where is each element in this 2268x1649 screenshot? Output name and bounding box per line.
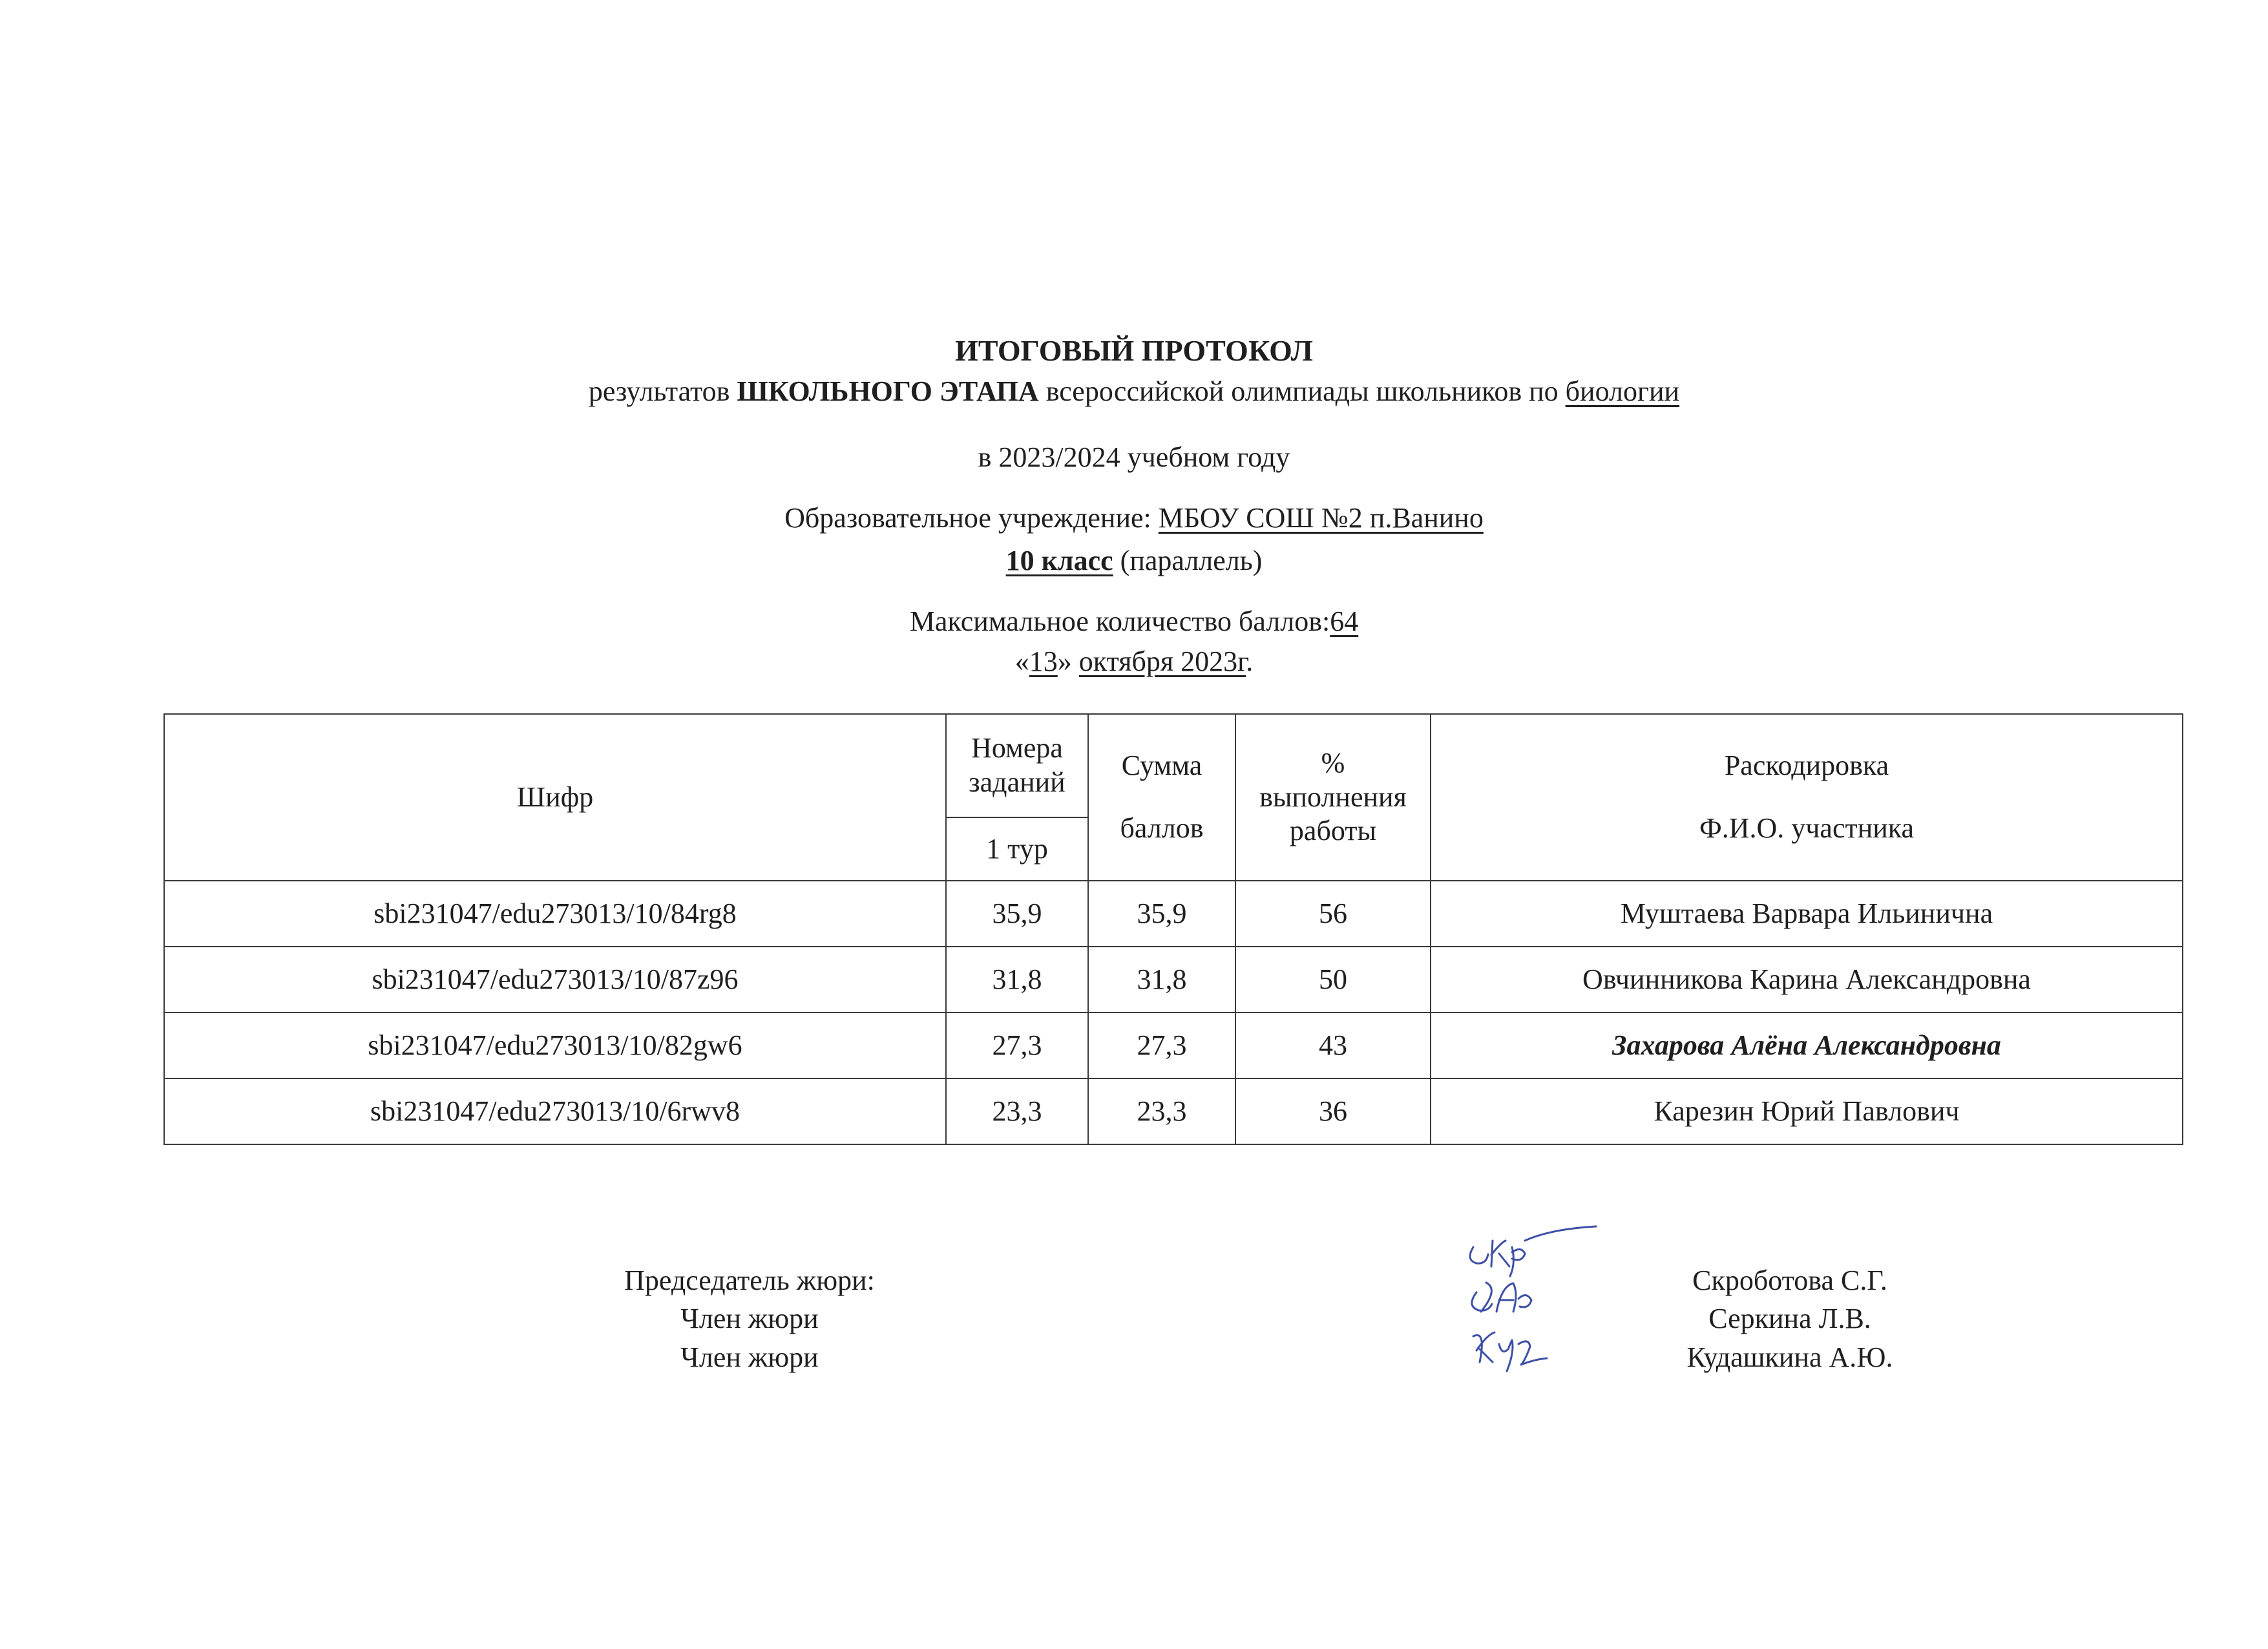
cell-cipher: sbi231047/edu273013/10/6rwv8 (164, 1078, 946, 1144)
header-tasks (946, 714, 1088, 817)
date-month: октября (1078, 646, 1181, 677)
cell-percent: 56 (1235, 881, 1431, 947)
date-end: . (1246, 646, 1254, 677)
school-line (0, 504, 2268, 532)
date-open: « (1014, 646, 1029, 677)
cell-sum: 23,3 (1088, 1078, 1235, 1144)
signature-member-2 (1473, 1332, 1547, 1371)
header-cipher (164, 714, 946, 881)
class-suffix: (параллель) (1113, 545, 1263, 576)
cell-percent: 36 (1235, 1078, 1431, 1144)
table-row (164, 1078, 2183, 1144)
header-name (1431, 714, 2183, 881)
table-row (164, 1013, 2183, 1078)
header-name-line2: Ф.И.О. участника (1699, 812, 1915, 844)
signature-chair (1470, 1226, 1596, 1276)
document-subtitle (0, 377, 2268, 406)
header-tasks-line1: Номера (971, 732, 1063, 764)
subtitle-middle: всероссийской олимпиады школьников по (1038, 375, 1566, 407)
header-sum (1088, 714, 1235, 881)
cell-percent: 43 (1235, 1013, 1431, 1078)
signature-member-1 (1472, 1283, 1531, 1312)
jury-role-member: Член жюри (680, 1341, 819, 1373)
max-points-line (0, 607, 2268, 636)
cell-name: Овчинникова Карина Александровна (1431, 947, 2183, 1013)
subject-name: биологии (1565, 375, 1680, 407)
table-row (164, 881, 2183, 947)
header-percent-line2: выполнения (1259, 781, 1407, 813)
header-sum-line1: Сумма (1121, 750, 1202, 782)
cell-sum: 35,9 (1088, 881, 1235, 947)
cell-round: 23,3 (946, 1078, 1088, 1144)
cell-cipher: sbi231047/edu273013/10/82gw6 (164, 1013, 946, 1078)
class-value: 10 класс (1005, 545, 1113, 576)
table-row (164, 947, 2183, 1013)
cell-cipher: sbi231047/edu273013/10/87z96 (164, 947, 946, 1013)
cell-name: Карезин Юрий Павлович (1431, 1078, 2183, 1144)
cell-round: 27,3 (946, 1013, 1088, 1078)
jury-name-member: Серкина Л.В. (1708, 1303, 1871, 1335)
date-year: 2023г (1181, 646, 1246, 677)
jury-role-member: Член жюри (680, 1303, 819, 1335)
header-tasks-line2: заданий (969, 766, 1066, 798)
header-percent-line1: % (1321, 746, 1345, 779)
cell-round: 35,9 (946, 881, 1088, 947)
cell-sum: 27,3 (1088, 1013, 1235, 1078)
stage-name: ШКОЛЬНОГО ЭТАПА (737, 375, 1039, 407)
jury-names (1654, 1261, 1926, 1376)
handwritten-signatures-icon (1460, 1221, 1628, 1389)
class-line (0, 547, 2268, 575)
document-title: ИТОГОВЫЙ ПРОТОКОЛ (955, 334, 1313, 367)
cell-cipher: sbi231047/edu273013/10/84rg8 (164, 881, 946, 947)
cell-name: Муштаева Варвара Ильинична (1431, 881, 2183, 947)
table-header-row (164, 714, 2183, 817)
header-percent-line3: работы (1289, 815, 1377, 847)
jury-role-chair: Председатель жюри: (624, 1265, 875, 1296)
header-cipher-label: Шифр (516, 781, 594, 813)
school-label: Образовательное учреждение: (784, 502, 1159, 534)
header-sum-line2: баллов (1120, 812, 1204, 844)
jury-name-member: Кудашкина А.Ю. (1686, 1341, 1893, 1373)
jury-roles (569, 1261, 930, 1376)
date-close: » (1057, 646, 1079, 677)
date-line (0, 647, 2268, 676)
header-round-label: 1 тур (986, 832, 1048, 865)
results-table (163, 713, 2183, 1145)
header-name-line1: Раскодировка (1724, 750, 1889, 782)
cell-name: Захарова Алёна Александровна (1431, 1013, 2183, 1078)
header-round (946, 817, 1088, 881)
cell-percent: 50 (1235, 947, 1431, 1013)
academic-year: в 2023/2024 учебном году (978, 441, 1290, 473)
jury-name-chair: Скроботова С.Г. (1692, 1265, 1887, 1296)
school-value: МБОУ СОШ №2 п.Ванино (1158, 502, 1484, 534)
subtitle-prefix: результатов (588, 375, 737, 407)
header-percent (1235, 714, 1431, 881)
cell-sum: 31,8 (1088, 947, 1235, 1013)
max-points-value: 64 (1330, 605, 1359, 637)
cell-round: 31,8 (946, 947, 1088, 1013)
date-day: 13 (1029, 646, 1058, 677)
max-points-label: Максимальное количество баллов: (909, 605, 1330, 637)
